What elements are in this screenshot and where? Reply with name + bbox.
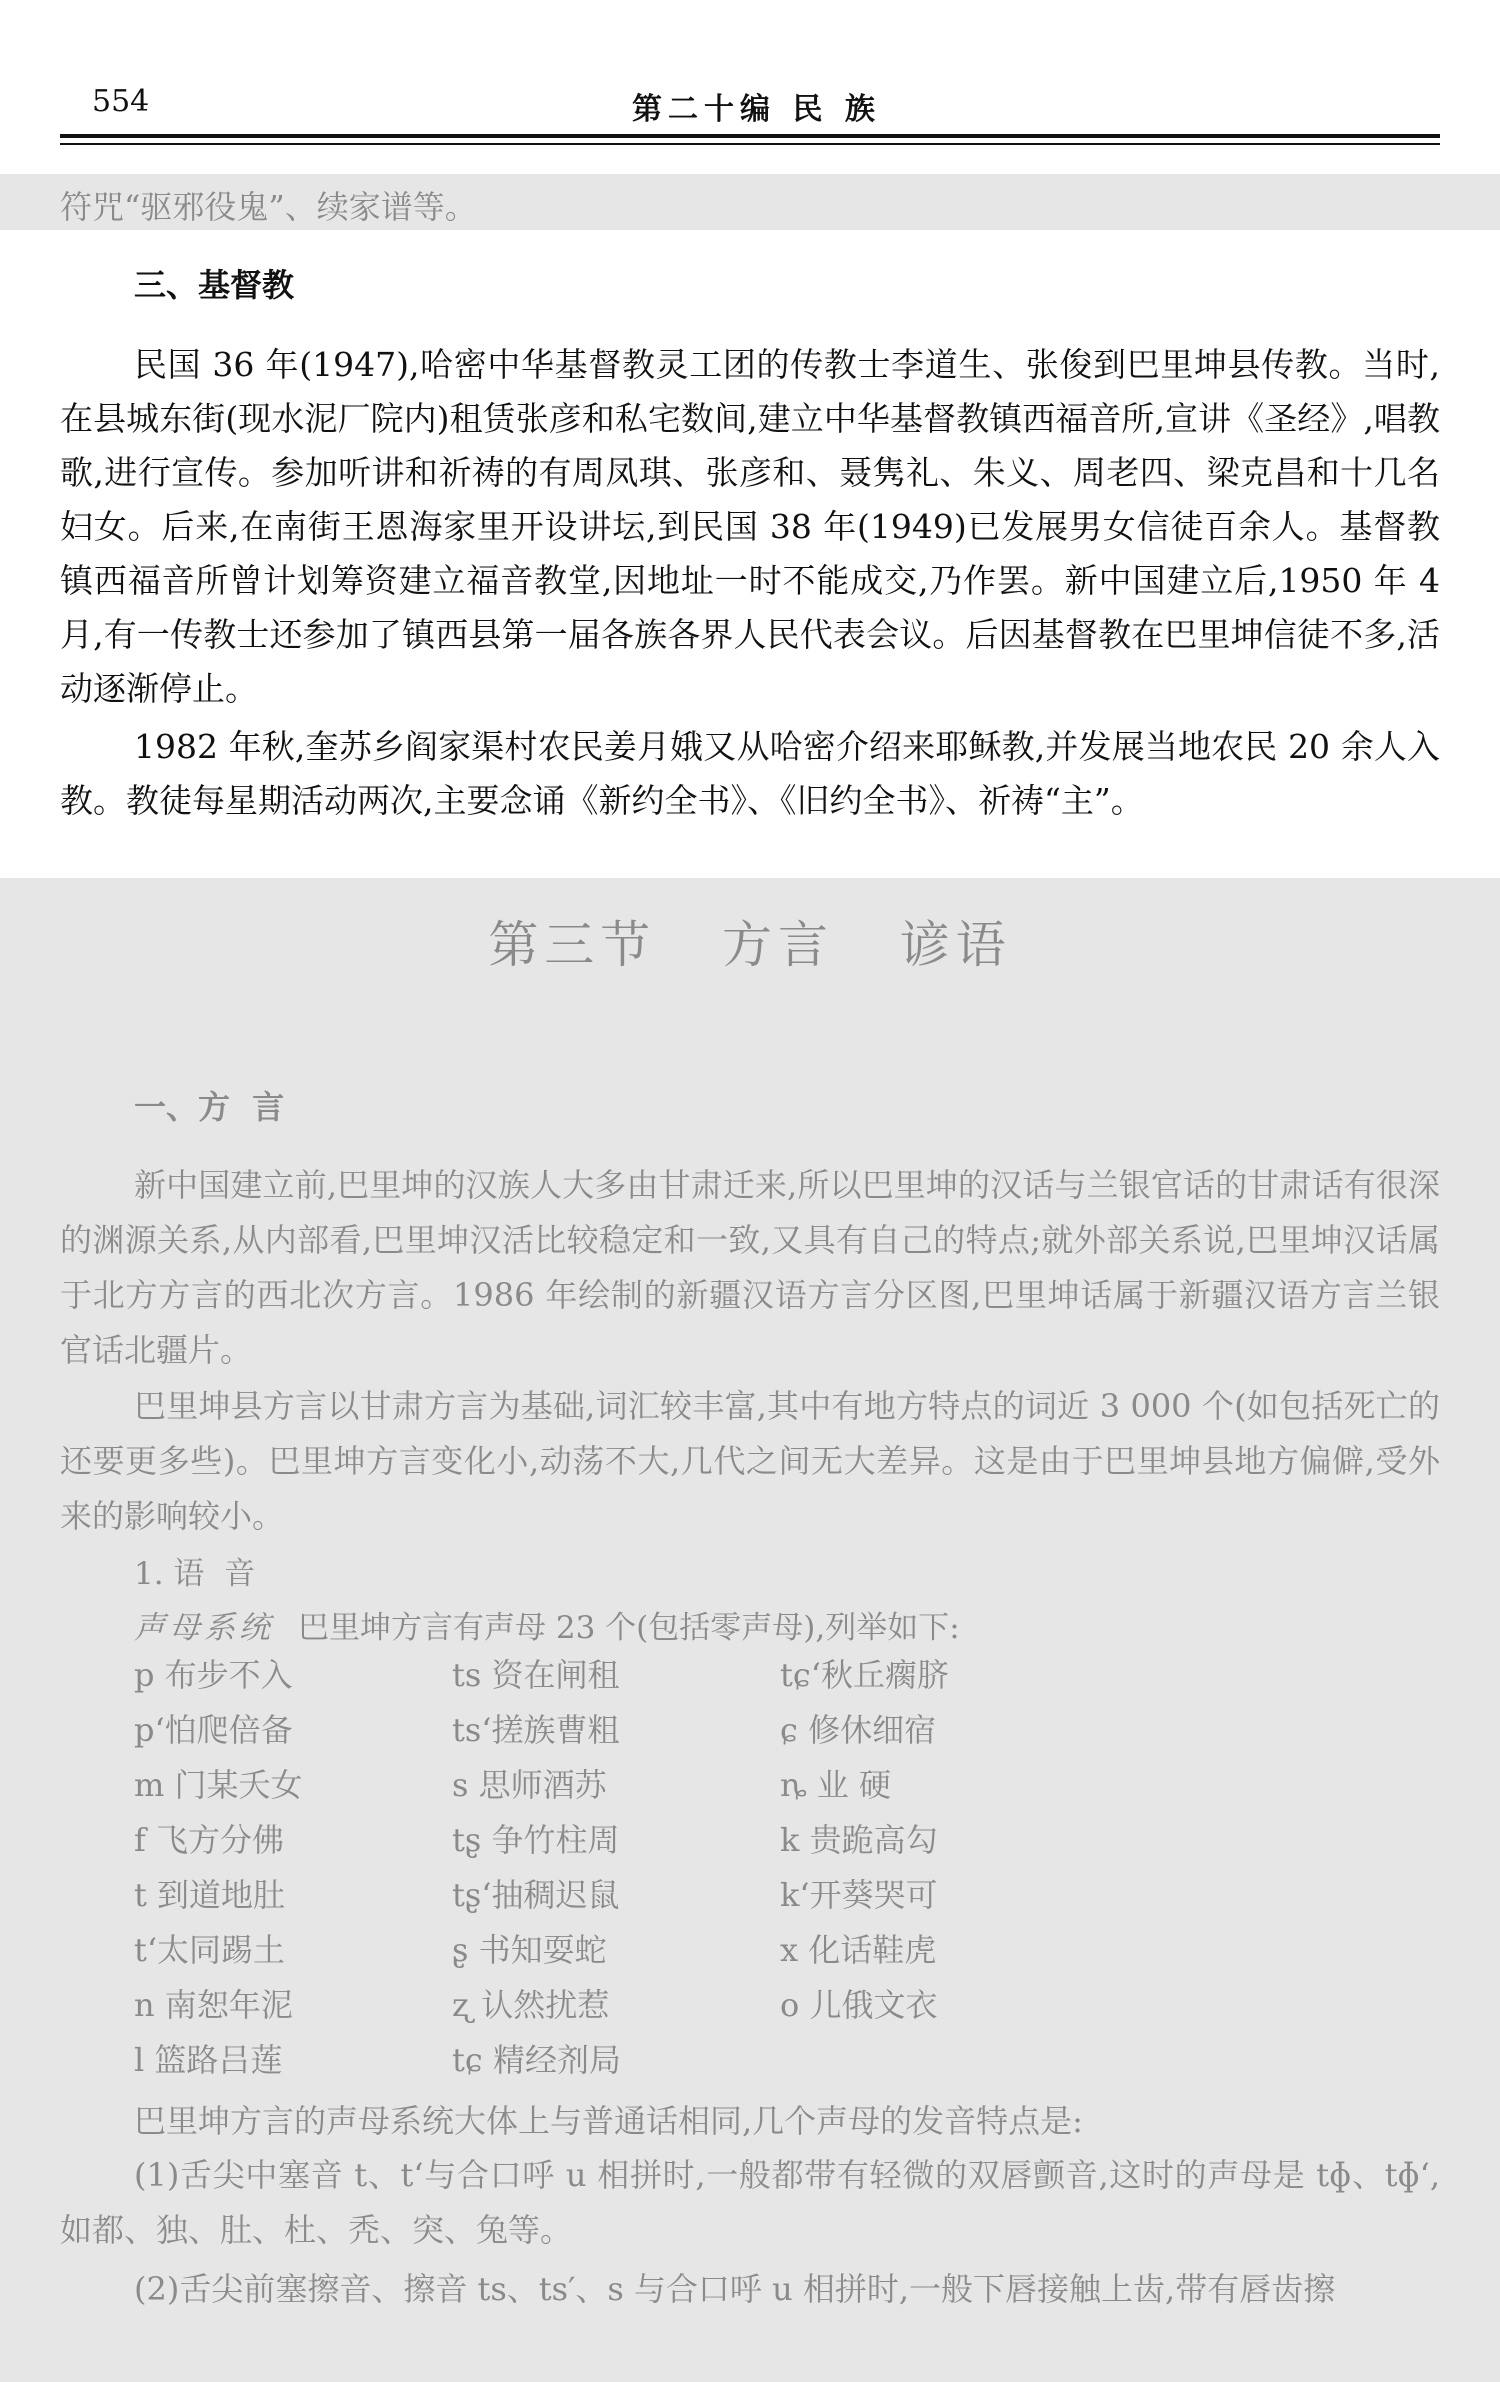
heading-dialect: 一、方 言 [134,1088,285,1126]
page-number: 554 [92,84,150,119]
initial-cell: ȵ 业 硬 [780,1766,891,1804]
initial-cell: tɕ 精经剂局 [452,2041,621,2079]
initial-cell: p‘怕爬倍备 [134,1711,293,1749]
initial-cell: n 南恕年泥 [134,1986,293,2024]
initials-summary: 巴里坤方言的声母系统大体上与普通话相同,几个声母的发音特点是: [134,2102,1083,2140]
initial-cell: f 飞方分佛 [134,1821,285,1859]
initial-cell: ts‘搓族曹粗 [452,1711,620,1749]
initials-table [134,1650,1094,2090]
initials-intro [134,1602,960,1647]
dialect-paragraph-1: 新中国建立前,巴里坤的汉族人大多由甘肃迁来,所以巴里坤的汉话与兰银官话的甘肃话有很深的渊源关系,从内部看,巴里坤汉活比较稳定和一致,又具有自己的特点;就外部关系说,巴里坤汉话属于北方方言的西北次方言。1986 年绘制的新疆汉语方言分区图,巴里坤话属于新疆汉语方言兰银官话北疆片。 [60,1166,1440,1369]
overflow-text-line: 符咒“驱邪役鬼”、续家谱等。 [60,188,477,226]
heading-christianity: 三、基督教 [134,266,295,304]
initials-intro-text: 巴里坤方言有声母 23 个(包括零声母),列举如下: [298,1610,960,1646]
initial-cell: k 贵跪高勾 [780,1821,938,1859]
feature-point-2: (2)舌尖前塞擦音、擦音 ts、ts′、s 与合口呼 u 相拼时,一般下唇接触上齿,带有唇齿擦 [134,2270,1336,2308]
initial-cell: tʂ‘抽稠迟鼠 [452,1876,620,1914]
initial-cell: ʂ 书知耍蛇 [452,1931,607,1969]
initial-cell: ɕ 修休细宿 [780,1711,937,1749]
initial-cell: s 思师酒苏 [452,1766,607,1804]
initial-cell: tɕ‘秋丘瘸脐 [780,1656,949,1694]
initial-cell: l 篮路吕莲 [134,2041,283,2079]
initial-cell: ʐ 认然扰惹 [452,1986,610,2024]
initial-cell: ts 资在闸租 [452,1656,620,1694]
initial-cell: t‘太同踢土 [134,1931,286,1969]
feature-point-1: (1)舌尖中塞音 t、t‘与合口呼 u 相拼时,一般都带有轻微的双唇颤音,这时的声母是 tɸ、tɸ‘,如都、独、肚、杜、秃、突、兔等。 [60,2156,1440,2249]
subheading-phonetics: 1. 语 音 [134,1556,256,1592]
initial-cell: t 到道地肚 [134,1876,286,1914]
initials-label: 声母系统 [134,1610,274,1646]
initial-cell: tʂ 争竹柱周 [452,1821,620,1859]
header-rule-thin [60,143,1440,145]
dialect-paragraph-2: 巴里坤县方言以甘肃方言为基础,词汇较丰富,其中有地方特点的词近 3 000 个(如包括死亡的还要更多些)。巴里坤方言变化小,动荡不大,几代之间无大差异。这是由于巴里坤县地方偏僻,受外来的影响较小。 [60,1387,1440,1535]
christianity-paragraph-2: 1982 年秋,奎苏乡阎家渠村农民姜月娥又从哈密介绍来耶稣教,并发展当地农民 20 余人入教。教徒每星期活动两次,主要念诵《新约全书》、《旧约全书》、祈祷“主”。 [60,727,1440,820]
section-title: 第三节 方言 谚语 [488,916,1012,974]
initial-cell: m 门某夭女 [134,1766,303,1804]
initial-cell: x 化话鞋虎 [780,1931,937,1969]
initial-cell: k‘开葵哭可 [780,1876,938,1914]
running-head: 第二十编 民 族 [632,92,881,127]
initial-cell: p 布步不入 [134,1656,293,1694]
christianity-paragraph-1: 民国 36 年(1947),哈密中华基督教灵工团的传教士李道生、张俊到巴里坤县传教。当时,在县城东街(现水泥厂院内)租赁张彦和私宅数间,建立中华基督教镇西福音所,宣讲《圣经》,唱教歌,进行宣传。参加听讲和祈祷的有周凤琪、张彦和、聂隽礼、朱义、周老四、梁克昌和十几名妇女。后来,在南街王恩海家里开设讲坛,到民国 38 年(1949)已发展男女信徒百余人。基督教镇西福音所曾计划筹资建立福音教堂,因地址一时不能成交,乃作罢。新中国建立后,1950 年 4 月,有一传教士还参加了镇西县第一届各族各界人民代表会议。后因基督教在巴里坤信徒不多,活动逐渐停止。 [60,345,1440,708]
initial-cell: o 儿俄文衣 [780,1986,938,2024]
header-rule-thick [60,134,1440,138]
initial-cell [780,2035,1094,2090]
